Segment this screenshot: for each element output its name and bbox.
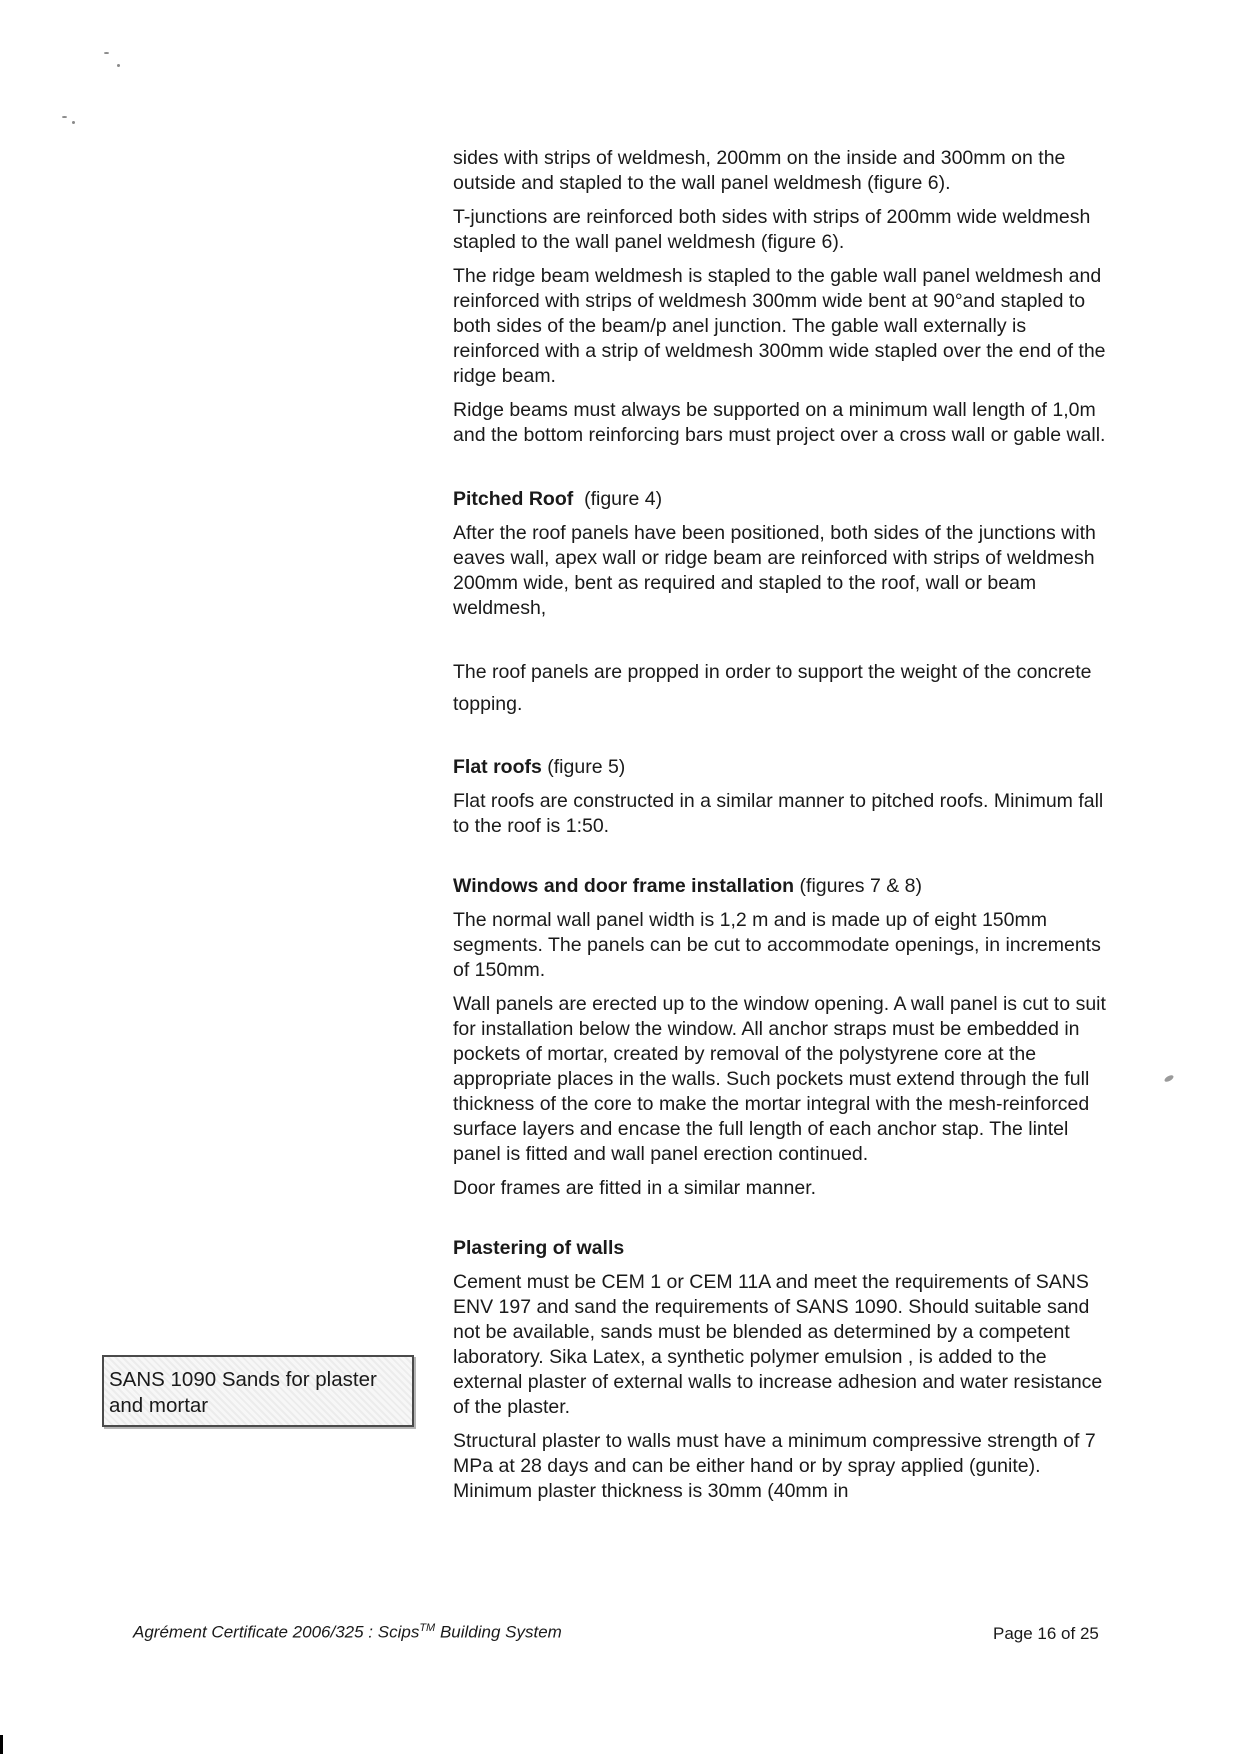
figure-reference: (figures 7 & 8) [799, 875, 922, 897]
paragraph: T-junctions are reinforced both sides with strips of 200mm wide weldmesh stapled to the wall panel weldmesh (figure 6). [453, 206, 1091, 253]
footer-system-text: Building System [439, 1622, 562, 1642]
paragraph: The normal wall panel width is 1,2 m and is made up of eight 150mm segments. The panels can be cut to accommodate openings, in increments of 150mm. [453, 909, 1101, 981]
scan-speck [117, 64, 120, 67]
paragraph: After the roof panels have been positioned, both sides of the junctions with eaves wall, apex wall or ridge beam are reinforced with strips of weldmesh 200mm wide, bent as required and stapled to the roof, wall or beam weldmesh, [453, 522, 1096, 619]
trademark-mark: TM [419, 1622, 436, 1634]
section-heading-plastering [453, 1236, 1113, 1261]
margin-note-box [102, 1355, 414, 1427]
scan-speck [72, 121, 75, 124]
margin-note-text: SANS 1090 Sands for plaster and mortar [109, 1368, 377, 1417]
paragraph: Cement must be CEM 1 or CEM 11A and meet the requirements of SANS ENV 197 and sand the requirements of SANS 1090. Should suitable sand not be available, sands must be blended as determined by a competent laboratory. Sika Latex, a synthetic polymer emulsion , is added to the external plaster of external walls to increase adhesion and water resistance of the plaster. [453, 1271, 1103, 1418]
paragraph: Door frames are fitted in a similar manner. [453, 1177, 817, 1199]
page-number: Page 16 of 25 [993, 1624, 1099, 1643]
paragraph: Wall panels are erected up to the window opening. A wall panel is cut to suit for installation below the window. All anchor straps must be embedded in pockets of mortar, created by removal of the polystyrene core at the appropriate places in the walls. Such pockets must extend through the full thickness of the core to make the mortar integral with the mesh-reinforced surface layers and encase the full length of each anchor stap. The lintel panel is fitted and wall panel erection continued. [453, 993, 1106, 1165]
figure-reference: (figure 5) [547, 756, 626, 778]
paragraph: Ridge beams must always be supported on a minimum wall length of 1,0m and the bottom reinforcing bars must project over a cross wall or gable wall. [453, 399, 1106, 446]
scan-speck [1163, 1074, 1174, 1083]
paragraph: sides with strips of weldmesh, 200mm on the inside and 300mm on the outside and stapled to the wall panel weldmesh (figure 6). [453, 147, 1066, 194]
footer-certificate [133, 1622, 562, 1643]
paragraph: The ridge beam weldmesh is stapled to the gable wall panel weldmesh and reinforced with strips of weldmesh 300mm wide bent at 90°and stapled to both sides of the beam/p anel junction. The gable wall externally is reinforced with a strip of weldmesh 300mm wide stapled over the end of the ridge beam. [453, 265, 1106, 387]
footer-cert-text: Agrément Certificate 2006/325 : Scips [133, 1622, 420, 1642]
main-text-column [453, 146, 1113, 1513]
paragraph: Structural plaster to walls must have a minimum compressive strength of 7 MPa at 28 days and can be either hand or by spray applied (gunite). Minimum plaster thickness is 30mm (40mm in [453, 1430, 1096, 1502]
heading-text: Flat roofs [453, 756, 542, 778]
paragraph: The roof panels are propped in order to support the weight of the concrete topping. [453, 661, 1092, 715]
heading-text: Pitched Roof [453, 488, 574, 510]
paragraph: Flat roofs are constructed in a similar manner to pitched roofs. Minimum fall to the roof is 1:50. [453, 790, 1104, 837]
scan-speck [62, 116, 67, 118]
heading-text: Windows and door frame installation [453, 875, 795, 897]
figure-reference: (figure 4) [584, 488, 663, 510]
heading-text: Plastering of walls [453, 1237, 625, 1259]
section-heading-flat-roofs [453, 755, 1113, 780]
section-heading-pitched-roof [453, 487, 1113, 512]
scan-edge-mark [0, 1735, 3, 1754]
scan-speck [104, 52, 109, 54]
section-heading-windows [453, 874, 1113, 899]
